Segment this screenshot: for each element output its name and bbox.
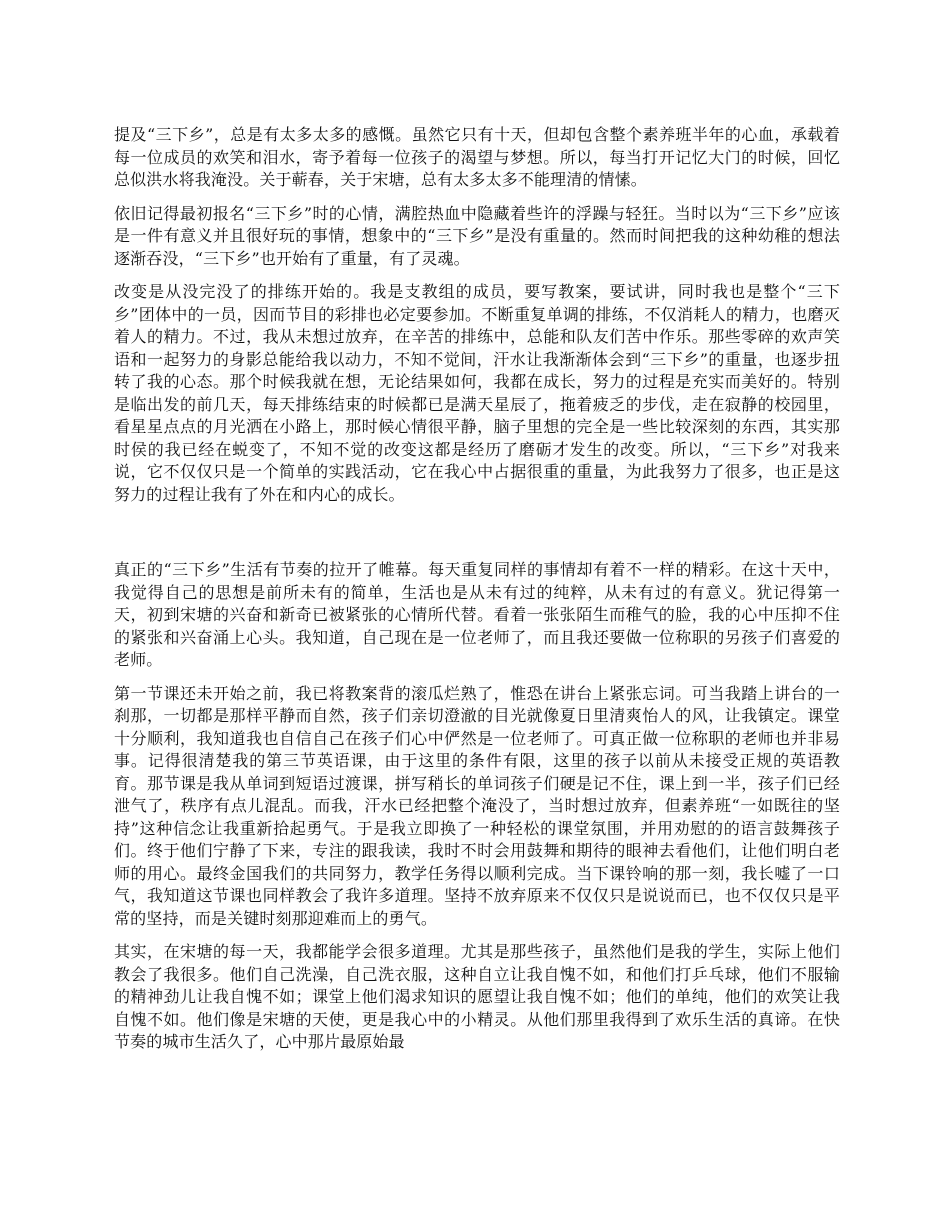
paragraph-children: 其实，在宋塘的每一天，我都能学会很多道理。尤其是那些孩子，虽然他们是我的学生，实际上他们教会了我很多。他们自己洗澡，自己洗衣服，这种自立让我自愧不如，和他们打乒乓球，他们不服输的精神劲儿让我自愧不如；课堂上他们渴求知识的愿望让我自愧不如；他们的单纯，他们的欢笑让我自愧不如。他们像是宋塘的天使，更是我心中的小精灵。从他们那里我得到了欢乐生活的真谛。在快节奏的城市生活久了，心中那片最原始最 xyxy=(114,942,840,1051)
paragraph-registration: 依旧记得最初报名“三下乡”时的心情，满腔热血中隐藏着些许的浮躁与轻狂。当时以为“三下乡”应该是一件有意义并且很好玩的事情，想象中的“三下乡”是没有重量的。然而时间把我的这种幼稚的想法逐渐吞没，“三下乡”也开始有了重量，有了灵魂。 xyxy=(114,203,840,268)
paragraph-intro: 提及“三下乡”，总是有太多太多的感慨。虽然它只有十天，但却包含整个素养班半年的心血，承载着每一位成员的欢笑和泪水，寄予着每一位孩子的渴望与梦想。所以，每当打开记忆大门的时候，回忆总似洪水将我淹没。关于蕲春，关于宋塘，总有太多太多不能理清的情愫。 xyxy=(114,125,840,189)
paragraph-first-class: 第一节课还未开始之前，我已将教案背的滚瓜烂熟了，惟恐在讲台上紧张忘词。可当我踏上讲台的一刹那，一切都是那样平静而自然，孩子们亲切澄澈的目光就像夏日里清爽怡人的风，让我镇定。课堂十分顺利，我知道我也自信自己在孩子们心中俨然是一位老师了。可真正做一位称职的老师也并非易事。记得很清楚我的第三节英语课，由于这里的条件有限，这里的孩子以前从未接受正规的英语教育。那节课是我从单词到短语过渡课，拼写稍长的单词孩子们硬是记不住，课上到一半，孩子们已经泄气了，秩序有点儿混乱。而我，汗水已经把整个淹没了，当时想过放弃，但素养班“一如既往的坚持”这种信念让我重新拾起勇气。于是我立即换了一种轻松的课堂氛围，并用劝慰的的语言鼓舞孩子们。终于他们宁静了下来，专注的跟我读，我时不时会用鼓舞和期待的眼神去看他们，让他们明白老师的用心。最终金国我们的共同努力，教学任务得以顺利完成。当下课铃响的那一刻，我长嘘了一口气，我知道这节课也同样教会了我许多道理。坚持不放弃原来不仅仅只是说说而已，也不仅仅只是平常的坚持，而是关键时刻那迎难而上的勇气。 xyxy=(114,683,840,928)
paragraph-start-of-life: 真正的“三下乡”生活有节奏的拉开了帷幕。每天重复同样的事情却有着不一样的精彩。在这十天中，我觉得自己的思想是前所未有的简单，生活也是从未有过的纯粹，从未有过的有意义。犹记得第一天，初到宋塘的兴奋和新奇已被紧张的心情所代替。看着一张张陌生而稚气的脸，我的心中压抑不住的紧张和兴奋涌上心头。我知道，自己现在是一位老师了，而且我还要做一位称职的另孩子们喜爱的老师。 xyxy=(114,560,840,669)
paragraph-gap xyxy=(114,517,840,559)
document-body xyxy=(114,124,840,1065)
paragraph-rehearsal: 改变是从没完没了的排练开始的。我是支教组的成员，要写教案，要试讲，同时我也是整个“三下乡”团体中的一员，因而节目的彩排也必定要参加。不断重复单调的排练，不仅消耗人的精力，也磨灭着人的精力。不过，我从未想过放弃，在辛苦的排练中，总能和队友们苦中作乐。那些零碎的欢声笑语和一起努力的身影总能给我以动力，不知不觉间，汗水让我渐渐体会到“三下乡”的重量，也逐步扭转了我的心态。那个时候我就在想，无论结果如何，我都在成长，努力的过程是充实而美好的。特别是临出发的前几天，每天排练结束的时候都已是满天星辰了，拖着疲乏的步伐，走在寂静的校园里，看星星点点的月光洒在小路上，那时候心情很平静，脑子里想的完全是一些比较深刻的东西，其实那时侯的我已经在蜕变了，不知不觉的改变这都是经历了磨砺才发生的改变。所以，“三下乡”对我来说，它不仅仅只是一个简单的实践活动，它在我心中占据很重的重量，为此我努力了很多，也正是这努力的过程让我有了外在和内心的成长。 xyxy=(114,282,840,504)
